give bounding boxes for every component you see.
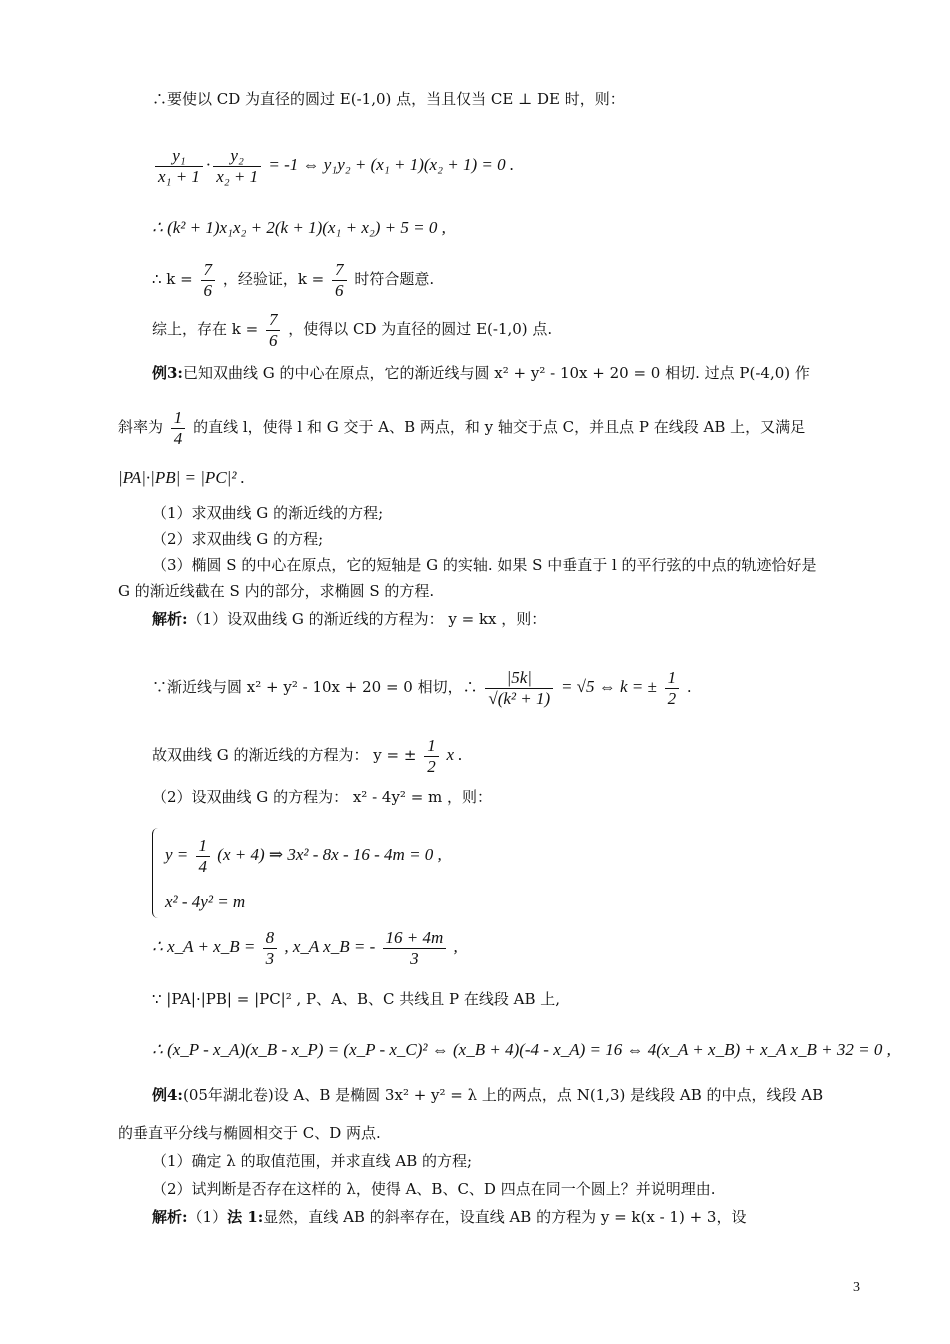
system-equation-2: x² - 4y² = m bbox=[165, 892, 246, 911]
question-1: （1）求双曲线 G 的渐近线的方程; bbox=[152, 504, 384, 522]
text-line-2: $\frac{\text{y₁}}{\text{x₁ + 1}}$ · $\frac{\text{y₂}}{\text{x₂ + 1}}$ = -1 ⇔ y₁y₂ + (x₁ + 1)(x₂ + 1) = 0 . bbox=[152, 146, 514, 186]
text-line-3: ∴ (k² + 1)x₁x₂ + 2(k + 1)(x₁ + x₂) + 5 = 0 , bbox=[152, 218, 446, 237]
fraction-quarter: $\frac{1}{4}$ bbox=[196, 836, 211, 876]
text-line-4: ∴ k = $\frac{7}{6}$ ，经验证，k = $\frac{7}{6}$ 时符合题意. bbox=[152, 260, 435, 300]
fraction-k-2: $\frac{7}{6}$ bbox=[332, 260, 347, 300]
question-3b: G 的渐近线截在 S 内的部分，求椭圆 S 的方程. bbox=[118, 582, 435, 600]
question-3a: （3）椭圆 S 的中心在原点，它的短轴是 G 的实轴. 如果 S 中垂直于 l 的平行弦的中点的轨迹恰好是 bbox=[152, 556, 817, 574]
example-4-solution: 解析:（1）法 1:显然，直线 AB 的斜率存在，设直线 AB 的方程为 y = k(x - 1) + 3，设 bbox=[152, 1208, 747, 1226]
solution-line-3: 故双曲线 G 的渐近线的方程为： y = ± $\frac{1}{2}$ x . bbox=[152, 736, 463, 776]
therefore-line: ∴ (x_P - x_A)(x_B - x_P) = (x_P - x_C)² ⇔ (x_B + 4)(-4 - x_A) = 16 ⇔ 4(x_A + x_B) + x_A x_B + 32 = 0 , bbox=[152, 1040, 891, 1059]
example-4-question-1: （1）确定 λ 的取值范围，并求直线 AB 的方程; bbox=[152, 1152, 473, 1170]
solution-line-1: 解析:（1）设双曲线 G 的渐近线的方程为： y = kx ，则： bbox=[152, 610, 547, 628]
fraction-half-2: $\frac{1}{2}$ bbox=[424, 736, 439, 776]
fraction-half: $\frac{1}{2}$ bbox=[665, 668, 680, 708]
system-brace bbox=[152, 828, 161, 918]
sum-product-line: ∴ x_A + x_B = $\frac{8}{3}$ , x_A x_B = - $\frac{16 + 4m}{3}$ , bbox=[152, 928, 458, 968]
fraction-y1: $\frac{\text{y₁}}{\text{x₁ + 1}}$ bbox=[155, 146, 203, 186]
example-4-line-2: 的垂直平分线与椭圆相交于 C、D 两点. bbox=[118, 1124, 381, 1142]
example-4-question-2: （2）试判断是否存在这样的 λ，使得 A、B、C、D 四点在同一个圆上？并说明理由. bbox=[152, 1180, 716, 1198]
solution-line-4: （2）设双曲线 G 的方程为： x² - 4y² = m ，则： bbox=[152, 788, 493, 806]
example-3-line-3: |PA|·|PB| = |PC|² . bbox=[118, 468, 245, 487]
fraction-tangent: $\frac{|5k|}{\text{√(k² + 1)}}$ bbox=[485, 668, 553, 708]
text-line-5: 综上，存在 k = $\frac{7}{6}$ ，使得以 CD 为直径的圆过 E(-1,0) 点. bbox=[152, 310, 553, 350]
fraction-k: $\frac{7}{6}$ bbox=[201, 260, 216, 300]
page-number: 3 bbox=[853, 1280, 860, 1295]
system-equation-1: y = $\frac{1}{4}$ (x + 4) ⇒ 3x² - 8x - 16 - 4m = 0 , bbox=[165, 836, 442, 876]
fraction-k-3: $\frac{7}{6}$ bbox=[266, 310, 281, 350]
example-4-line-1: 例4:(05年湖北卷)设 A、B 是椭圆 3x² + y² = λ 上的两点，点 N(1,3) 是线段 AB 的中点，线段 AB bbox=[152, 1086, 824, 1104]
fraction-y2: $\frac{\text{y₂}}{\text{x₂ + 1}}$ bbox=[213, 146, 261, 186]
solution-line-2: ∵渐近线与圆 x² + y² - 10x + 20 = 0 相切，∴ $\frac{|5k|}{\text{√(k² + 1)}}$ = √5 ⇔ k = ± $\frac{1}{2}$ . bbox=[152, 668, 692, 708]
example-3-line-1: 例3:已知双曲线 G 的中心在原点，它的渐近线与圆 x² + y² - 10x + 20 = 0 相切. 过点 P(-4,0) 作 bbox=[152, 364, 810, 382]
fraction-product: $\frac{16 + 4m}{3}$ bbox=[383, 928, 447, 968]
fraction-slope: $\frac{1}{4}$ bbox=[171, 408, 186, 448]
text-line-1: ∴要使以 CD 为直径的圆过 E(-1,0) 点，当且仅当 CE ⊥ DE 时，则： bbox=[152, 90, 625, 108]
example-3-line-2: 斜率为 $\frac{1}{4}$ 的直线 l，使得 l 和 G 交于 A、B 两点，和 y 轴交于点 C，并且点 P 在线段 AB 上，又满足 bbox=[118, 408, 806, 448]
because-line: ∵ |PA|·|PB| = |PC|² , P、A、B、C 共线且 P 在线段 AB 上, bbox=[152, 990, 561, 1008]
fraction-sum: $\frac{8}{3}$ bbox=[263, 928, 278, 968]
question-2: （2）求双曲线 G 的方程; bbox=[152, 530, 324, 548]
